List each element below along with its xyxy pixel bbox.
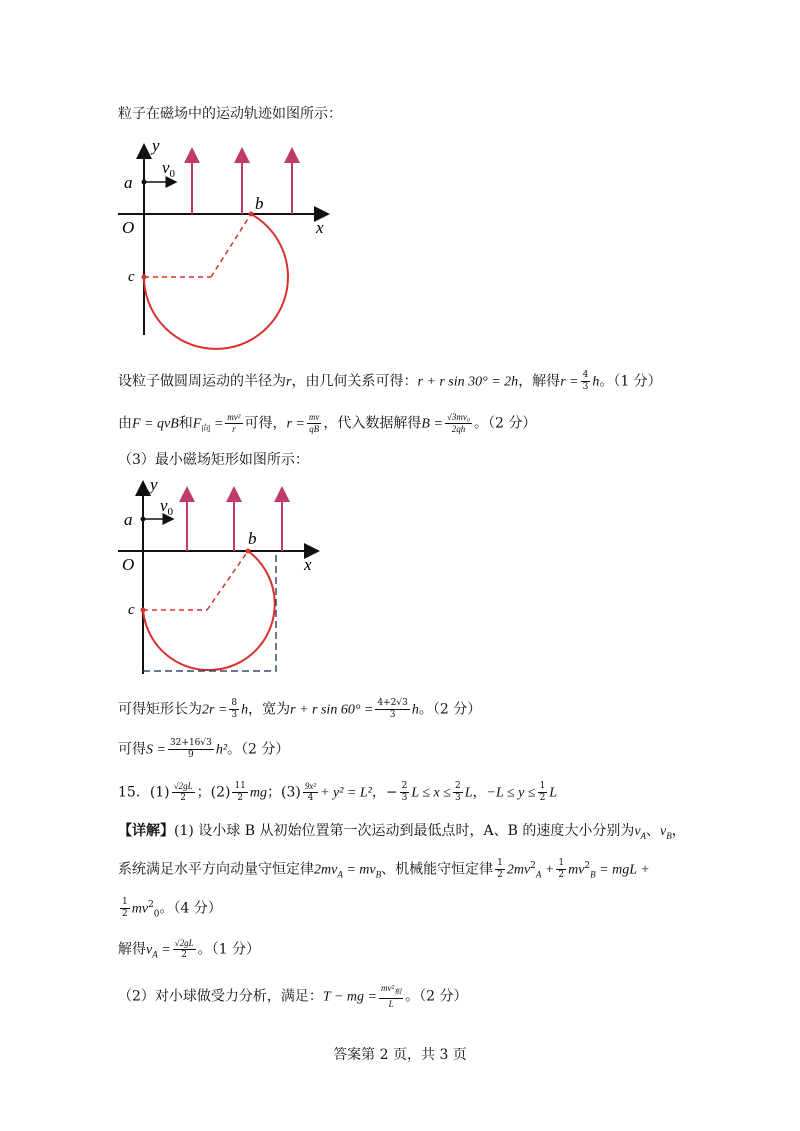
label-c: c: [128, 269, 135, 285]
label-v0: $v_0$: [160, 496, 174, 518]
point-c: [141, 608, 146, 613]
force-analysis: （2）对小球做受力分析，满足：T − mg = $\frac{mv^2_相}{L}$ 。（2 分）: [118, 983, 468, 1009]
label-b: b: [248, 529, 257, 548]
label-b: b: [255, 194, 264, 213]
label-O: O: [122, 555, 135, 574]
energy-continued: $\frac{1}{2}$ $mv^2_0$。（4 分）: [122, 897, 222, 920]
label-a: a: [124, 510, 133, 529]
point-c: [142, 275, 147, 280]
radius-derivation: 设粒子做圆周运动的半径为r，由几何关系可得：r + r sin 30° = 2h，解得r = $\frac{4}{3}$ h。（1 分）: [118, 370, 662, 392]
trajectory-figure-2: [118, 474, 338, 680]
label-O: O: [122, 218, 135, 237]
label-c: c: [128, 602, 135, 618]
label-x: x: [304, 555, 312, 574]
detail-intro: 【详解】(1) 设小球 B 从初始位置第一次运动到最低点时，A、B 的速度大小分别为$v_A$、$v_B$，: [118, 823, 686, 841]
point-b: [246, 549, 251, 554]
point-a: [141, 517, 146, 522]
intro-text: 粒子在磁场中的运动轨迹如图所示：: [118, 106, 342, 122]
va-result: 解得$v_A$ = $\frac{√2gL}{2}$ 。（1 分）: [118, 938, 260, 960]
label-a: a: [124, 173, 133, 192]
radius-dash: [207, 551, 248, 610]
part3-heading: （3）最小磁场矩形如图所示：: [118, 452, 309, 468]
label-v0: $v_0$: [162, 158, 176, 180]
field-derivation: 由F = qvB和$F_向$ = $\frac{\text{mv²}}{r}$ 可得，r = $\frac{mv}{qB}$ ，代入数据解得B = $\frac{\text{√3mv₀}}{2qh}$ 。（2 分）: [118, 412, 537, 435]
label-y: y: [150, 475, 158, 494]
page-footer: 答案第 2 页，共 3 页: [333, 1047, 467, 1063]
area-result: 可得S = $\frac{32+16√3}{9}$ h²。（2 分）: [118, 738, 290, 760]
radius-dash: [211, 214, 251, 277]
conservation-laws: 系统满足水平方向动量守恒定律$2mv_A = mv_B$、机械能守恒定律 $\frac{1}{2}$ $2mv^2_A$ + $\frac{1}{2}$ $mv^2_B$ = mgL +: [118, 858, 650, 881]
rectangle-dimensions: 可得矩形长为2r = $\frac{8}{3}$ h，宽为r + r sin 60° = $\frac{4+2√3}{3}$ h。（2 分）: [118, 698, 482, 720]
trajectory-arc: [144, 214, 288, 349]
label-x: x: [316, 218, 324, 237]
q15-answers: 15．(1) $\frac{√2gL}{2}$ ；(2) $\frac{11}{2}$ mg；(3) $\frac{\text{9x²}}{4}$ + y² = L²，− $\frac{2}{3}$ L ≤ x ≤ $\frac{2}{3}$ L，−L ≤ y ≤ $\frac{1}{2}$ L: [118, 781, 558, 803]
point-b: [249, 212, 254, 217]
label-y: y: [152, 136, 160, 155]
trajectory-figure-1: [118, 135, 338, 360]
point-a: [142, 180, 147, 185]
